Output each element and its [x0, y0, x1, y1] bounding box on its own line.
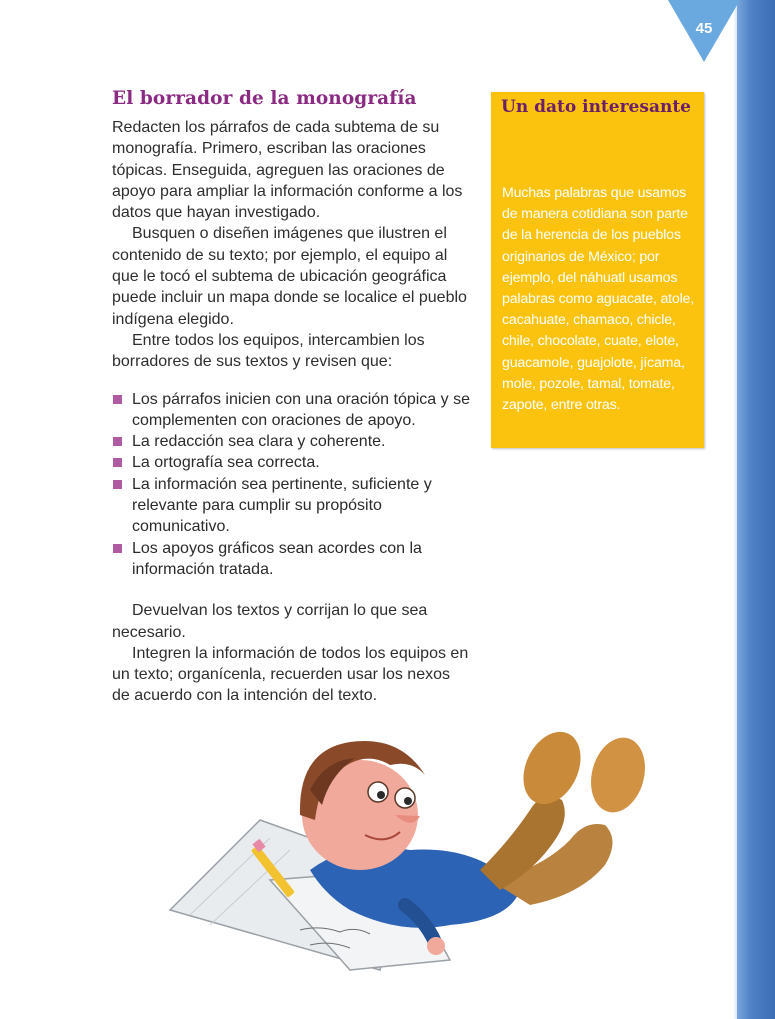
bullet-square-icon	[113, 395, 122, 404]
paragraph-5: Integren la información de todos los equipos en un texto; organícenla, recuerden usar los nexos de acuerdo con la intención del texto.	[112, 644, 469, 705]
bullet-square-icon	[113, 437, 122, 446]
bullet-square-icon	[113, 480, 122, 489]
checklist-item: La ortografía sea correcta.	[112, 452, 472, 473]
bullet-square-icon	[113, 544, 122, 553]
fact-box-title: Un dato interesante	[501, 97, 691, 117]
fact-box	[491, 92, 704, 448]
bullet-square-icon	[113, 458, 122, 467]
page-edge-strip	[737, 0, 775, 1019]
boy-writing-illustration	[150, 720, 670, 980]
checklist-item: La información sea pertinente, suficiente y relevante para cumplir su propósito comunicativo.	[112, 474, 472, 538]
page-number: 45	[695, 20, 713, 37]
checklist-item: Los apoyos gráficos sean acordes con la información tratada.	[112, 538, 472, 581]
fact-box-text: Muchas palabras que usamos de manera cotidiana son parte de la herencia de los pueblos originarios de México; por ejemplo, del náhuatl usamos palabras como aguacate, atole, cacahuate, chamaco, chicle, chile, chocolate, cuate, elote, guacamole, guajolote, jícama, mole, pozole, tamal, tomate, zapote, entre otras.	[502, 185, 694, 414]
main-column	[112, 88, 472, 707]
section-title: El borrador de la monografía	[112, 88, 417, 109]
checklist-item: La redacción sea clara y coherente.	[112, 431, 472, 452]
paragraph-4: Devuelvan los textos y corrijan lo que sea necesario.	[112, 602, 428, 641]
paragraph-2: Busquen o diseñen imágenes que ilustren el contenido de su texto; por ejemplo, el equipo al que le tocó el subtema de ubicación geográfica puede incluir un mapa donde se localice el pueblo indígena elegido.	[112, 225, 467, 328]
checklist	[112, 389, 472, 581]
checklist-item: Los párrafos inicien con una oración tópica y se complementen con oraciones de apoyo.	[112, 389, 472, 432]
paragraph-1: Redacten los párrafos de cada subtema de su monografía. Primero, escriban las oraciones tópicas. Enseguida, agreguen las oraciones de apoyo para ampliar la información conforme a los datos que hayan investigado.	[112, 119, 463, 222]
paragraph-3: Entre todos los equipos, intercambien los borradores de sus textos y revisen que:	[112, 331, 425, 371]
